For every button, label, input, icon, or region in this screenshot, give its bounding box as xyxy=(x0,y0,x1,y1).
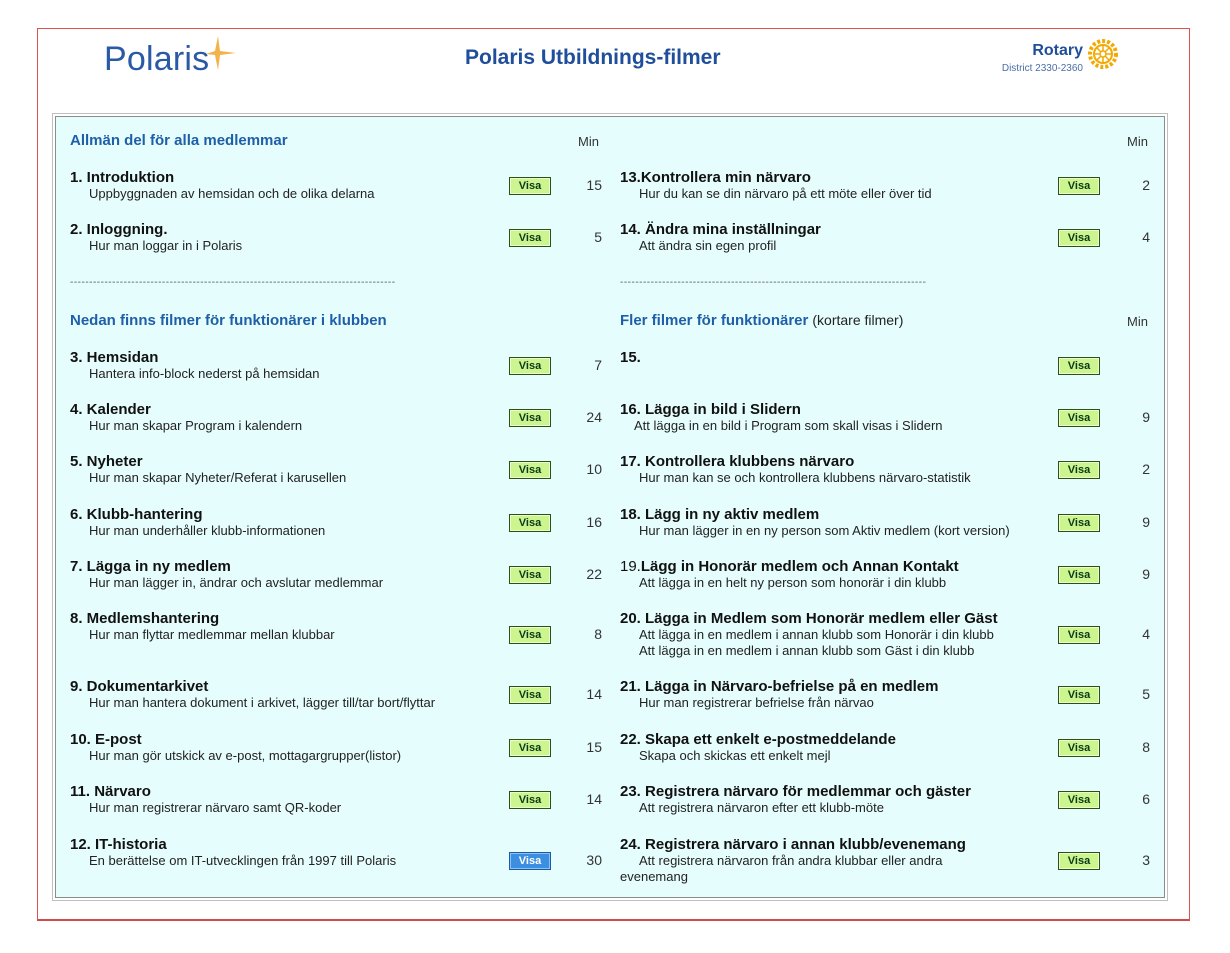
visa-button[interactable]: Visa xyxy=(509,409,551,427)
item-description: Att ändra sin egen profil xyxy=(639,238,777,253)
visa-button[interactable]: Visa xyxy=(509,461,551,479)
visa-button[interactable]: Visa xyxy=(509,739,551,757)
item-description: Hur man skapar Nyheter/Referat i karusellen xyxy=(89,470,347,485)
duration-minutes: 9 xyxy=(1142,514,1150,530)
item-title: 8. Medlemshantering xyxy=(70,610,220,627)
polaris-logo: Polaris xyxy=(104,40,210,78)
item-description-2: Att lägga in en medlem i annan klubb som Gäst i din klubb xyxy=(639,643,975,658)
item-title: 22. Skapa ett enkelt e-postmeddelande xyxy=(620,731,896,748)
visa-button[interactable]: Visa xyxy=(509,626,551,644)
duration-minutes: 15 xyxy=(586,177,602,193)
item-description: Hantera info-block nederst på hemsidan xyxy=(89,366,320,381)
duration-minutes: 7 xyxy=(594,357,602,373)
rotary-name: Rotary xyxy=(1032,42,1083,59)
duration-minutes: 5 xyxy=(594,229,602,245)
item-description: Hur du kan se din närvaro på ett möte eller över tid xyxy=(639,186,932,201)
visa-button[interactable]: Visa xyxy=(1058,852,1100,870)
section-heading-note: (kortare filmer) xyxy=(812,312,904,328)
duration-minutes: 10 xyxy=(586,461,602,477)
item-description: Hur man registrerar befrielse från närvao xyxy=(639,695,874,710)
item-title xyxy=(620,558,959,575)
duration-minutes: 14 xyxy=(586,686,602,702)
visa-button[interactable]: Visa xyxy=(1058,177,1100,195)
list-item xyxy=(620,836,990,885)
item-title-text: Lägg in Honorär medlem och Annan Kontakt xyxy=(640,558,959,575)
item-description: Att registrera närvaron från andra klubbar eller andra evenemang xyxy=(620,853,943,884)
item-description: En berättelse om IT-utvecklingen från 1997 till Polaris xyxy=(89,853,397,868)
item-description: Hur man lägger in en ny person som Aktiv medlem (kort version) xyxy=(639,523,1010,538)
item-description: Hur man registrerar närvaro samt QR-koder xyxy=(89,800,342,815)
duration-minutes: 6 xyxy=(1142,791,1150,807)
item-description: Hur man skapar Program i kalendern xyxy=(89,418,303,433)
visa-button[interactable]: Visa xyxy=(509,566,551,584)
section-heading-text: Fler filmer för funktionärer xyxy=(620,312,809,329)
item-description: Att lägga in en medlem i annan klubb som Honorär i din klubb xyxy=(639,627,994,642)
item-title: 1. Introduktion xyxy=(70,169,175,186)
visa-button[interactable]: Visa xyxy=(509,791,551,809)
list-item xyxy=(620,558,959,591)
min-header: Min xyxy=(578,134,599,149)
item-description: Hur man gör utskick av e-post, mottagargrupper(listor) xyxy=(89,748,402,763)
item-title: 11. Närvaro xyxy=(70,783,151,800)
list-item xyxy=(620,610,998,659)
section-heading-more-officers xyxy=(620,312,903,329)
visa-button[interactable]: Visa xyxy=(1058,626,1100,644)
item-description: Hur man flyttar medlemmar mellan klubbar xyxy=(89,627,335,642)
duration-minutes: 2 xyxy=(1142,461,1150,477)
item-title: 6. Klubb-hantering xyxy=(70,506,203,523)
star-icon xyxy=(196,32,238,72)
list-item xyxy=(70,401,302,434)
list-item xyxy=(620,731,896,764)
list-item xyxy=(70,558,383,591)
item-title: 2. Inloggning. xyxy=(70,221,168,238)
visa-button[interactable]: Visa xyxy=(509,686,551,704)
item-title: 16. Lägga in bild i Slidern xyxy=(620,401,801,418)
list-item xyxy=(70,221,242,254)
list-item xyxy=(70,169,374,202)
item-title: 13.Kontrollera min närvaro xyxy=(620,169,811,186)
visa-button[interactable]: Visa xyxy=(509,177,551,195)
visa-button[interactable]: Visa xyxy=(1058,461,1100,479)
item-title: 10. E-post xyxy=(70,731,142,748)
item-description: Hur man lägger in, ändrar och avslutar medlemmar xyxy=(89,575,384,590)
visa-button-active[interactable]: Visa xyxy=(509,852,551,870)
item-title: 5. Nyheter xyxy=(70,453,143,470)
duration-minutes: 2 xyxy=(1142,177,1150,193)
rotary-logo xyxy=(998,38,1123,78)
films-panel xyxy=(55,116,1165,898)
item-description: Hur man kan se och kontrollera klubbens närvaro-statistik xyxy=(639,470,971,485)
item-description: Hur man underhåller klubb-informationen xyxy=(89,523,326,538)
visa-button[interactable]: Visa xyxy=(1058,566,1100,584)
visa-button[interactable]: Visa xyxy=(1058,739,1100,757)
list-item xyxy=(620,401,943,434)
duration-minutes: 8 xyxy=(594,626,602,642)
duration-minutes: 14 xyxy=(586,791,602,807)
list-item xyxy=(70,349,320,382)
item-title: 14. Ändra mina inställningar xyxy=(620,221,821,238)
item-number: 19. xyxy=(620,558,641,575)
item-title: 18. Lägg in ny aktiv medlem xyxy=(620,506,820,523)
item-title: 20. Lägga in Medlem som Honorär medlem eller Gäst xyxy=(620,610,998,627)
item-title: 17. Kontrollera klubbens närvaro xyxy=(620,453,855,470)
list-item xyxy=(70,836,396,869)
visa-button[interactable]: Visa xyxy=(1058,686,1100,704)
list-item xyxy=(70,731,401,764)
visa-button[interactable]: Visa xyxy=(509,357,551,375)
item-title: 7. Lägga in ny medlem xyxy=(70,558,231,575)
duration-minutes: 8 xyxy=(1142,739,1150,755)
item-description: Hur man loggar in i Polaris xyxy=(89,238,243,253)
list-item xyxy=(70,678,435,711)
duration-minutes: 24 xyxy=(586,409,602,425)
item-title: 12. IT-historia xyxy=(70,836,167,853)
visa-button[interactable]: Visa xyxy=(1058,514,1100,532)
item-description: Att registrera närvaron efter ett klubb-möte xyxy=(639,800,884,815)
item-title: 21. Lägga in Närvaro-befrielse på en medlem xyxy=(620,678,939,695)
divider: ------------------------------------------------------------------------------------- xyxy=(70,277,396,288)
list-item xyxy=(620,349,641,366)
duration-minutes: 3 xyxy=(1142,852,1150,868)
visa-button[interactable]: Visa xyxy=(1058,229,1100,247)
list-item xyxy=(620,169,932,202)
item-title: 9. Dokumentarkivet xyxy=(70,678,209,695)
list-item xyxy=(620,453,971,486)
list-item xyxy=(620,783,971,816)
item-title: 15. xyxy=(620,349,641,366)
page-title: Polaris Utbildnings-filmer xyxy=(465,46,721,69)
section-heading-officers: Nedan finns filmer för funktionärer i klubben xyxy=(70,312,387,329)
duration-minutes: 22 xyxy=(586,566,602,582)
list-item xyxy=(70,783,341,816)
min-header: Min xyxy=(1127,314,1148,329)
list-item xyxy=(620,678,938,711)
visa-button[interactable]: Visa xyxy=(1058,791,1100,809)
visa-button[interactable]: Visa xyxy=(1058,357,1100,375)
list-item xyxy=(620,506,1010,539)
section-heading-general: Allmän del för alla medlemmar xyxy=(70,132,288,149)
divider: -------------------------------------------------------------------------------- xyxy=(620,277,927,288)
duration-minutes: 16 xyxy=(586,514,602,530)
item-title: 4. Kalender xyxy=(70,401,151,418)
list-item xyxy=(620,221,821,254)
visa-button[interactable]: Visa xyxy=(509,514,551,532)
duration-minutes: 15 xyxy=(586,739,602,755)
item-title: 23. Registrera närvaro för medlemmar och gäster xyxy=(620,783,971,800)
item-title: 24. Registrera närvaro i annan klubb/evenemang xyxy=(620,836,966,853)
item-description: Skapa och skickas ett enkelt mejl xyxy=(639,748,831,763)
item-description: Att lägga in en helt ny person som honorär i din klubb xyxy=(639,575,947,590)
duration-minutes: 9 xyxy=(1142,409,1150,425)
item-title: 3. Hemsidan xyxy=(70,349,159,366)
list-item xyxy=(70,506,325,539)
rotary-district: District 2330-2360 xyxy=(1001,63,1083,74)
duration-minutes: 4 xyxy=(1142,229,1150,245)
item-description: Att lägga in en bild i Program som skall visas i Slidern xyxy=(634,418,943,433)
duration-minutes: 4 xyxy=(1142,626,1150,642)
duration-minutes: 30 xyxy=(586,852,602,868)
list-item xyxy=(70,453,346,486)
rotary-wheel-icon xyxy=(1087,38,1119,70)
item-description: Hur man hantera dokument i arkivet, lägger till/tar bort/flyttar xyxy=(89,695,436,710)
duration-minutes: 9 xyxy=(1142,566,1150,582)
list-item xyxy=(70,610,335,643)
visa-button[interactable]: Visa xyxy=(1058,409,1100,427)
duration-minutes: 5 xyxy=(1142,686,1150,702)
item-description: Uppbyggnaden av hemsidan och de olika delarna xyxy=(89,186,375,201)
min-header: Min xyxy=(1127,134,1148,149)
visa-button[interactable]: Visa xyxy=(509,229,551,247)
